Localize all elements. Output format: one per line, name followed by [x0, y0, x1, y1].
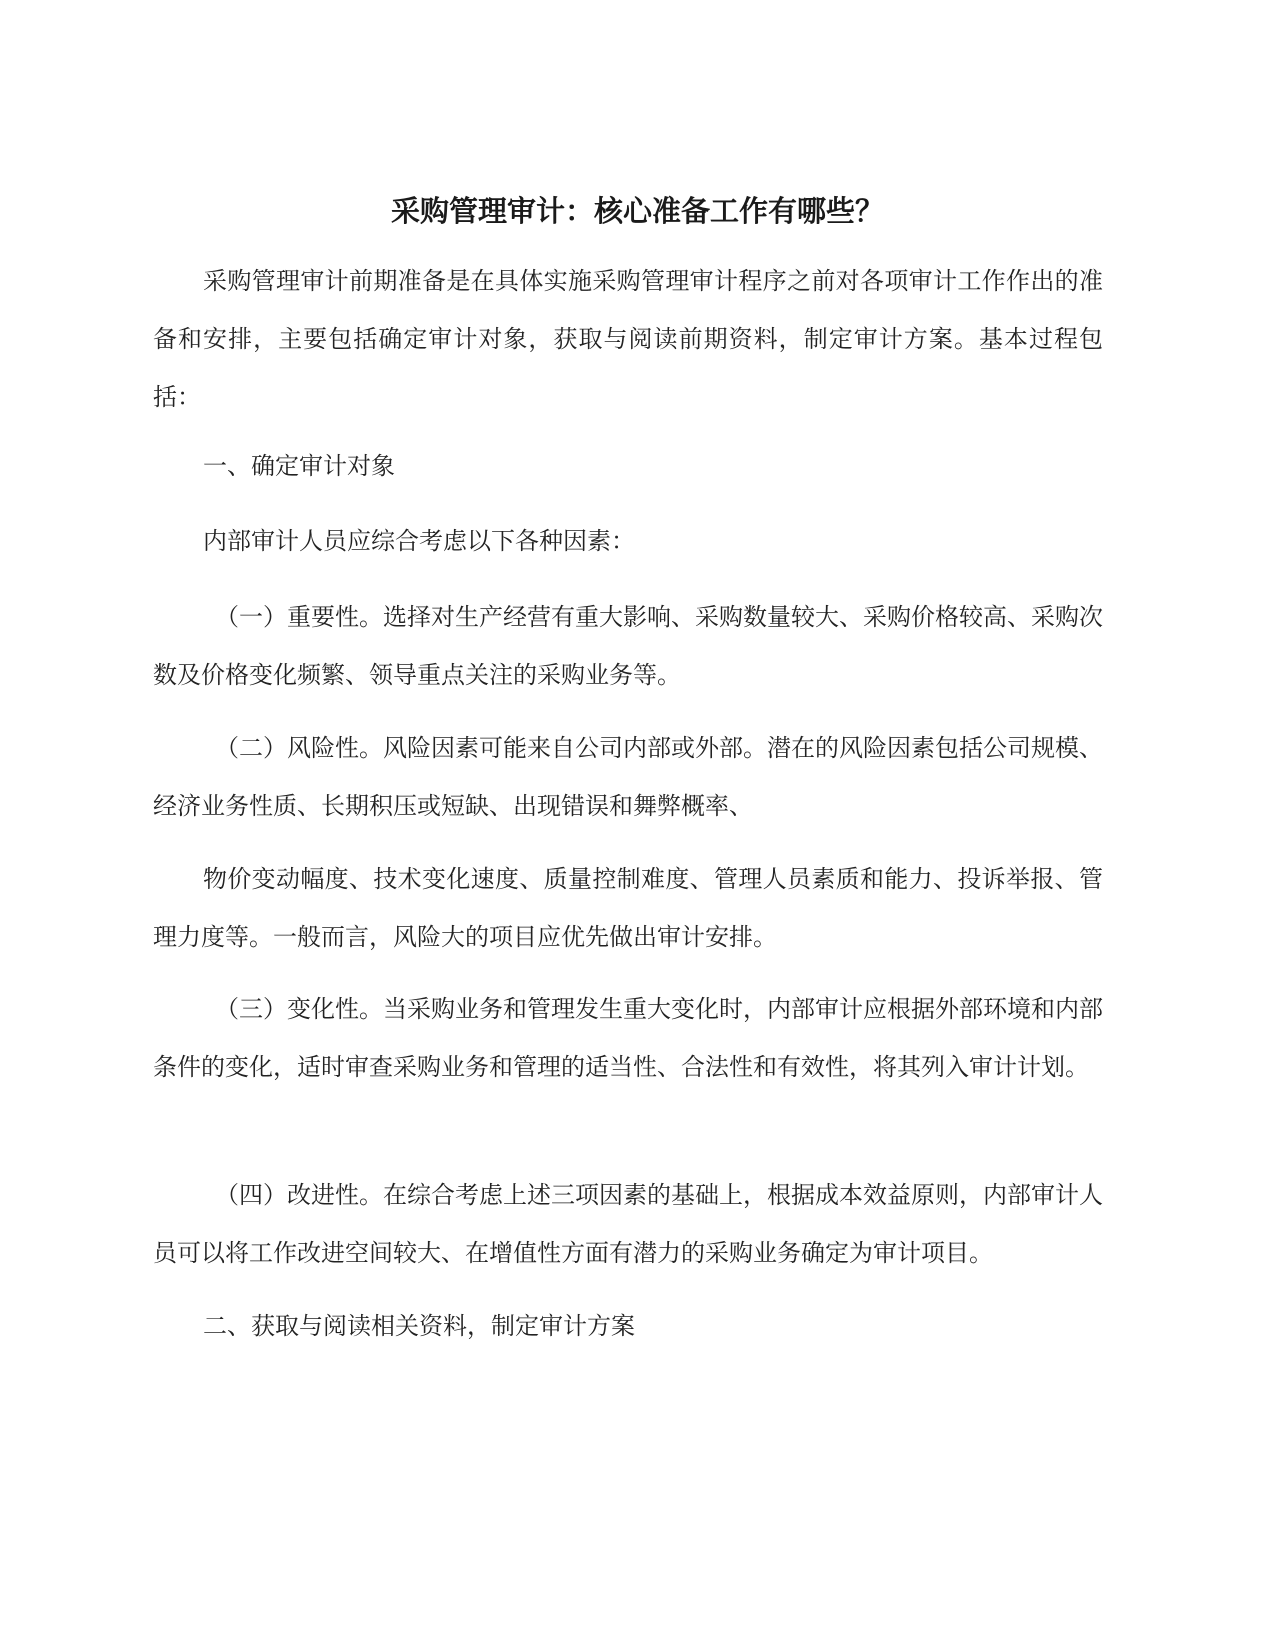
paragraph-risk: （二）风险性。风险因素可能来自公司内部或外部。潜在的风险因素包括公司规模、经济业务性质、长期积压或短缺、出现错误和舞弊概率、: [153, 734, 1103, 820]
paragraph-importance: （一）重要性。选择对生产经营有重大影响、采购数量较大、采购价格较高、采购次数及价格变化频繁、领导重点关注的采购业务等。: [153, 603, 1103, 689]
paragraph-intro: 采购管理审计前期准备是在具体实施采购管理审计程序之前对各项审计工作作出的准备和安排，主要包括确定审计对象，获取与阅读前期资料，制定审计方案。基本过程包括：: [153, 267, 1103, 411]
paragraph-change: （三）变化性。当采购业务和管理发生重大变化时，内部审计应根据外部环境和内部条件的变化，适时审查采购业务和管理的适当性、合法性和有效性，将其列入审计计划。: [153, 995, 1103, 1081]
paragraph-improvement: （四）改进性。在综合考虑上述三项因素的基础上，根据成本效益原则，内部审计人员可以将工作改进空间较大、在增值性方面有潜力的采购业务确定为审计项目。: [153, 1181, 1103, 1267]
paragraph-factors-intro: 内部审计人员应综合考虑以下各种因素：: [203, 527, 635, 555]
paragraph-risk-continued: 物价变动幅度、技术变化速度、质量控制难度、管理人员素质和能力、投诉举报、管理力度等。一般而言，风险大的项目应优先做出审计安排。: [153, 865, 1103, 951]
heading-section-1: 一、确定审计对象: [203, 452, 395, 480]
document-title: 采购管理审计：核心准备工作有哪些？: [390, 194, 884, 228]
heading-section-2: 二、获取与阅读相关资料，制定审计方案: [203, 1312, 635, 1340]
